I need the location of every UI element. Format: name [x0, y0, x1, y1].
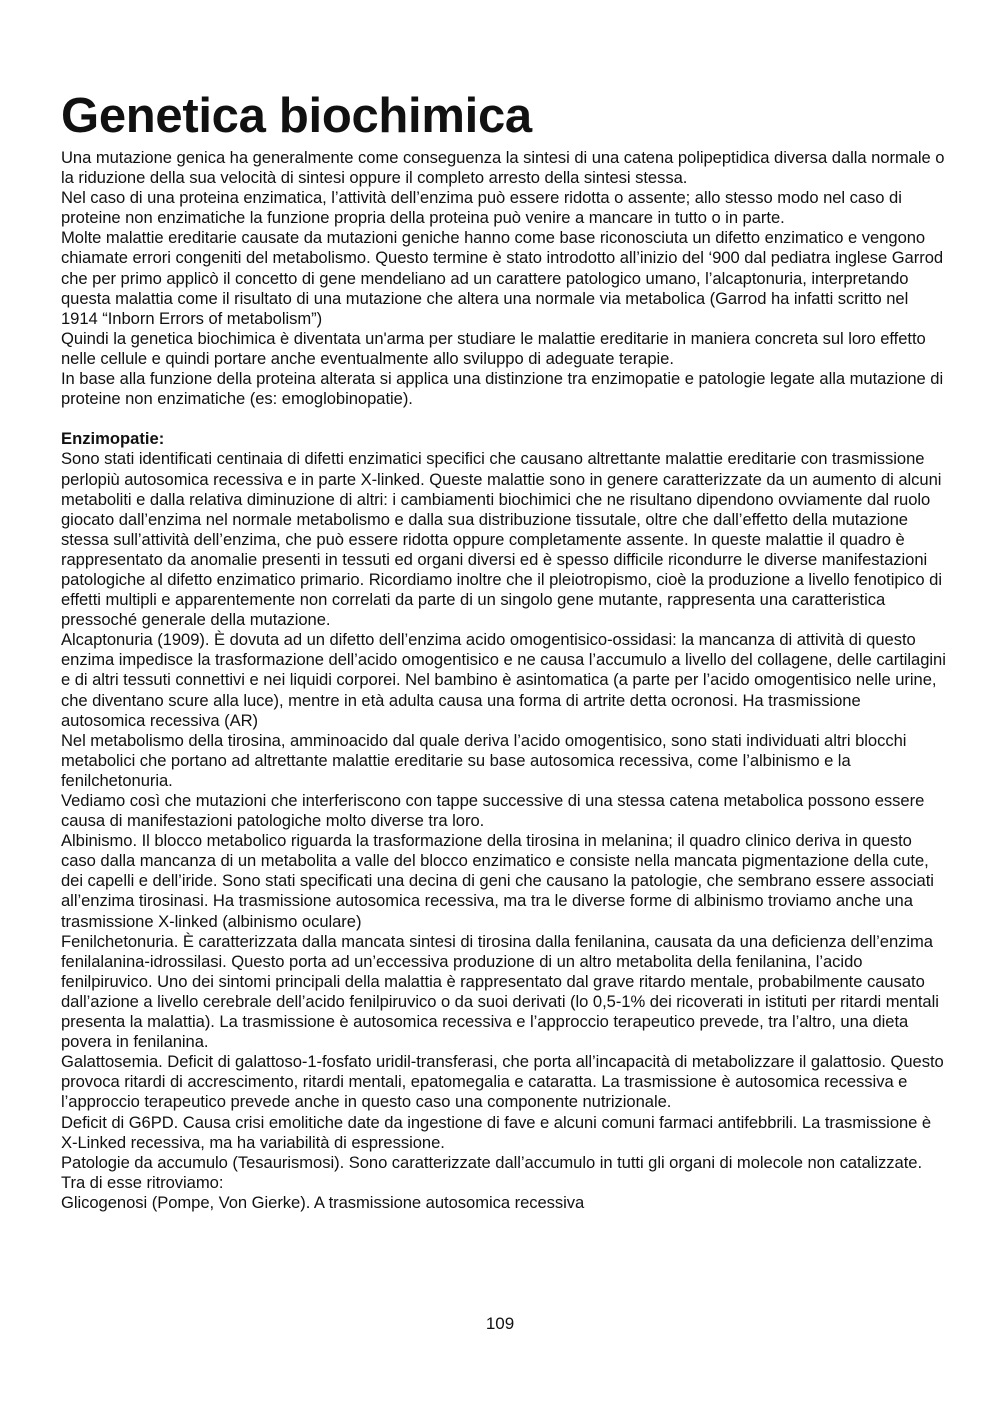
page-title: Genetica biochimica — [61, 89, 532, 143]
paragraph-gap — [61, 409, 946, 429]
intro-paragraph: In base alla funzione della proteina alterata si applica una distinzione tra enzimopatie e patologie legate alla mutazione di proteine non enzimatiche (es: emoglobinopatie). — [61, 369, 944, 409]
section-paragraph: Albinismo. Il blocco metabolico riguarda la trasformazione della tirosina in melanina; il quadro clinico deriva in questo caso dalla mancanza di un metabolita a valle del blocco enzimatico e consiste nella mancata pigmentazione della cute, dei capelli e dell’iride. Sono stati specificati una decina di geni che causano la patologie, che sembrano essere associati all’enzima tirosinasi. Ha trasmissione autosomica recessiva, ma tra le diverse forme di albinismo troviamo anche una trasmissione X-linked (albinismo oculare) — [61, 831, 934, 931]
intro-paragraph: Molte malattie ereditarie causate da mutazioni geniche hanno come base riconosciuta un difetto enzimatico e vengono chiamate errori congeniti del metabolismo. Questo termine è stato introdotto all’inizio del ‘900 dal pediatra inglese Garrod che per primo applicò il concetto di gene mendeliano ad un carattere patologico umano, l’alcaptonuria, interpretando questa malattia come il risultato di una mutazione che altera una normale via metabolica (Garrod ha infatti scritto nel 1914 “Inborn Errors of metabolism”) — [61, 228, 944, 328]
section-paragraph: Patologie da accumulo (Tesaurismosi). Sono caratterizzate dall’accumulo in tutti gli organi di molecole non catalizzate. Tra di esse ritroviamo: — [61, 1152, 922, 1192]
page-number: 109 — [485, 1314, 515, 1333]
intro-paragraph: Una mutazione genica ha generalmente come conseguenza la sintesi di una catena polipeptidica diversa dalla normale o la riduzione della sua velocità di sintesi oppure il completo arresto della sintesi stessa. — [61, 148, 945, 188]
intro-paragraph: Quindi la genetica biochimica è diventata un'arma per studiare le malattie ereditarie in maniera concreta sul loro effetto nelle cellule e quindi portare anche eventualmente allo sviluppo di adeguate terapie. — [61, 328, 926, 368]
intro-section — [61, 148, 946, 409]
section-paragraph: Alcaptonuria (1909). È dovuta ad un difetto dell’enzima acido omogentisico-ossidasi: la mancanza di attività di questo enzima impedisce la trasformazione dell’acido omogentisico e ne causa l’accumulo a livello del collagene, delle cartilagini e di altri tessuti connettivi e nei liquidi corporei. Nel bambino è asintomatica (a parte per l’acido omogentisico nelle urine, che diventano scure alla luce), mentre in età adulta causa una forma di artrite detta ocronosi. Ha trasmissione autosomica recessiva (AR) — [61, 630, 946, 730]
section-paragraph: Vediamo così che mutazioni che interferiscono con tappe successive di una stessa catena metabolica possono essere causa di manifestazioni patologiche molto diverse tra loro. — [61, 791, 925, 831]
section-paragraph: Fenilchetonuria. È caratterizzata dalla mancata sintesi di tirosina dalla fenilanina, causata da una deficienza dell’enzima fenilalanina-idrossilasi. Questo porta ad un’eccessiva produzione di un altro metabolita della fenilanina, l’acido fenilpiruvico. Uno dei sintomi principali della malattia è rappresentato dal grave ritardo mentale, probabilmente causato dall’azione a livello cerebrale dell’acido fenilpiruvico o da suoi derivati (lo 0,5-1% dei ricoverati in istituti per ritardi mentali presenta la malattia). La trasmissione è autosomica recessiva e l’approccio terapeutico prevede, tra l’altro, una dieta povera in fenilanina. — [61, 931, 939, 1052]
section-paragraph: Deficit di G6PD. Causa crisi emolitiche date da ingestione di fave e alcuni comuni farmaci antifebbrili. La trasmissione è X-Linked recessiva, ma ha variabilità di espressione. — [61, 1112, 932, 1152]
section-paragraph: Sono stati identificati centinaia di difetti enzimatici specifici che causano altrettante malattie ereditarie con trasmissione perlopiù autosomica recessiva e in parte X-linked. Queste malattie sono in genere caratterizzate da un aumento di alcuni metaboliti e dalla relativa diminuzione di altri: i cambiamenti biochimici che ne risultano dipendono ovviamente dal ruolo giocato dall’enzima nel normale metabolismo e dalla sua distribuzione tissutale, oltre che dall’effetto della mutazione stessa sull’attività dell’enzima, che può essere ridotta oppure completamente assente. In queste malattie il quadro è rappresentato da anomalie presenti in tessuti ed organi diversi ed è spesso difficile ricondurre le diverse manifestazioni patologiche al difetto enzimatico primario. Ricordiamo inoltre che il pleiotropismo, cioè la produzione a livello fenotipico di effetti multipli e apparentemente non correlati da parte di un singolo gene mutante, rappresenta una caratteristica pressoché generale della mutazione. — [61, 449, 942, 630]
enzimopatie-section — [61, 429, 946, 1213]
section-paragraph: Galattosemia. Deficit di galattoso-1-fosfato uridil-transferasi, che porta all’incapacità di metabolizzare il galattosio. Questo provoca ritardi di accrescimento, ritardi mentali, epatomegalia e cataratta. La trasmissione è autosomica recessiva e l’approccio terapeutico prevede anche in questo caso una componente nutrizionale. — [61, 1052, 944, 1112]
section-heading: Enzimopatie: — [61, 429, 165, 449]
section-paragraph: Glicogenosi (Pompe, Von Gierke). A trasmissione autosomica recessiva — [61, 1192, 585, 1212]
document-page — [61, 86, 946, 1213]
section-paragraph: Nel metabolismo della tirosina, amminoacido dal quale deriva l’acido omogentisico, sono stati individuati altri blocchi metabolici che portano ad altrettante malattie ereditarie su base autosomica recessiva, come l’albinismo e la fenilchetonuria. — [61, 730, 907, 790]
intro-paragraph: Nel caso di una proteina enzimatica, l’attività dell’enzima può essere ridotta o assente; allo stesso modo nel caso di proteine non enzimatiche la funzione propria della proteina può venire a mancare in tutto o in parte. — [61, 188, 902, 228]
